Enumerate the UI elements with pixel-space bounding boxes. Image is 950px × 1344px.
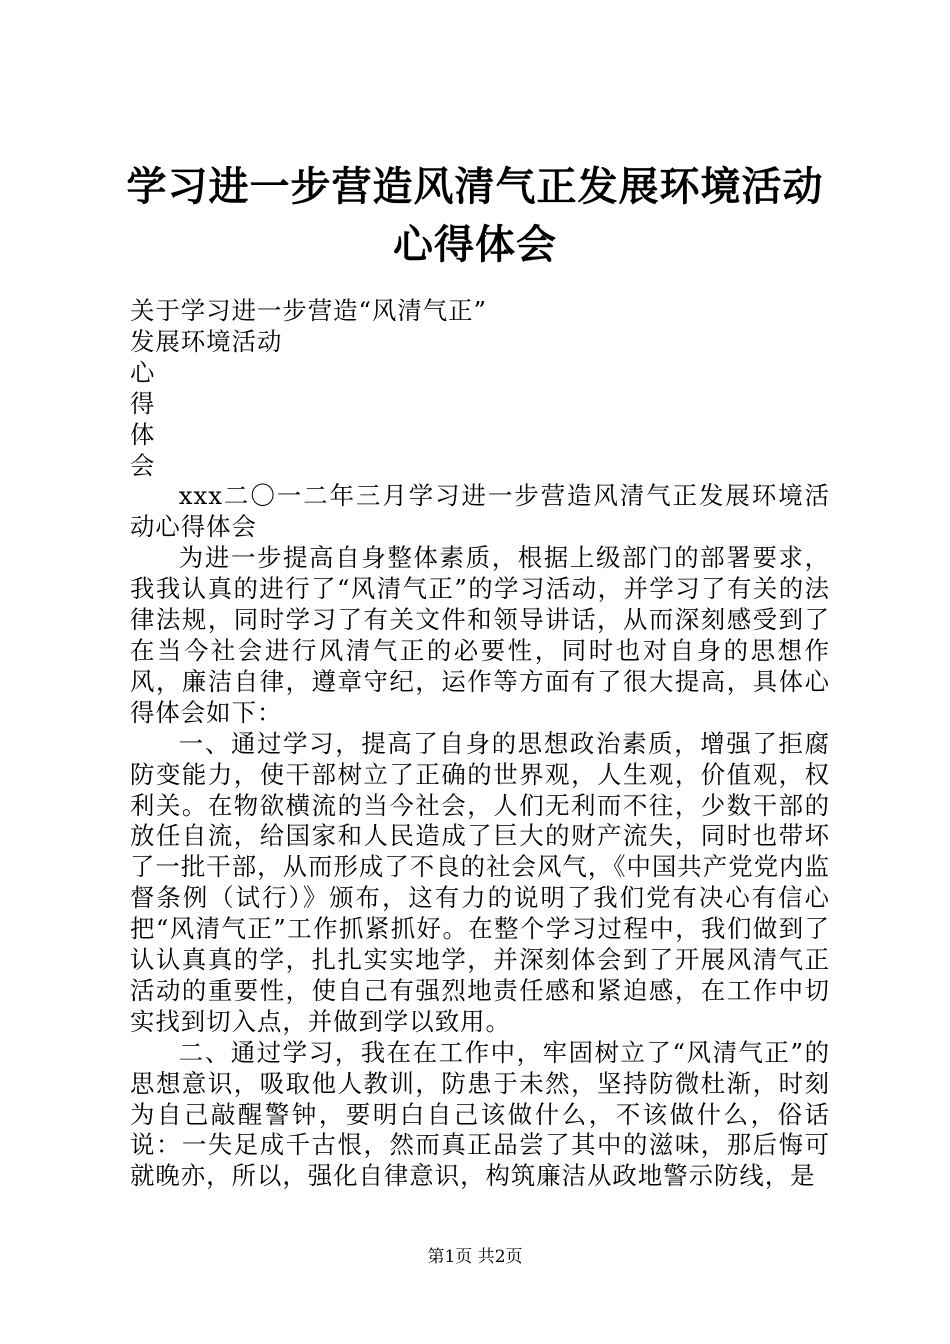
subtitle-line: 体 — [130, 419, 156, 449]
subtitle-line: 会 — [130, 450, 156, 480]
document-title: 学习进一步营造风清气正发展环境活动心得体会 — [126, 164, 824, 268]
body-paragraph: 二、通过学习，我在在工作中，牢固树立了“风清气正”的思想意识，吸取他人教训，防患于未然，坚持防微杜渐，时刻为自己敲醒警钟，要明白自己该做什么，不该做什么，俗话说：一失足成千古恨，然而真正品尝了其中的滋味，那后悔可就晚亦，所以，强化自律意识，构筑廉洁从政地警示防线，是 — [130, 1037, 830, 1191]
subtitle-line: 得 — [130, 388, 156, 418]
body-paragraph: 一、通过学习，提高了自身的思想政治素质，增强了拒腐防变能力，使干部树立了正确的世界观，人生观，价值观，权利关。在物欲横流的当今社会，人们无利而不往，少数干部的放任自流，给国家和人民造成了巨大的财产流失，同时也带坏了一批干部，从而形成了不良的社会风气，《中国共产党党内监督条例（试行）》颁布，这有力的说明了我们党有决心有信心把“风清气正”工作抓紧抓好。在整个学习过程中，我们做到了认认真真的学，扎扎实实地学，并深刻体会到了开展风清气正活动的重要性，使自己有强烈地责任感和紧迫感，在工作中切实找到切入点，并做到学以致用。 — [130, 728, 830, 1036]
page-footer: 第1页 共2页 — [427, 1247, 523, 1267]
subtitle-line: 关于学习进一步营造“风清气正” — [130, 296, 488, 325]
subtitle-line: 心 — [130, 357, 156, 387]
subtitle-line: 发展环境活动 — [130, 326, 283, 356]
body-paragraph: 为进一步提高自身整体素质，根据上级部门的部署要求，我我认真的进行了“风清气正”的学习活动，并学习了有关的法律法规，同时学习了有关文件和领导讲话，从而深刻感受到了在当今社会进行风清气正的必要性，同时也对自身的思想作风，廉洁自律，遵章守纪，运作等方面有了很大提高，具体心得体会如下： — [130, 543, 830, 727]
document-body — [130, 296, 830, 1192]
body-paragraph: xxx二〇一二年三月学习进一步营造风清气正发展环境活动心得体会 — [130, 481, 830, 542]
